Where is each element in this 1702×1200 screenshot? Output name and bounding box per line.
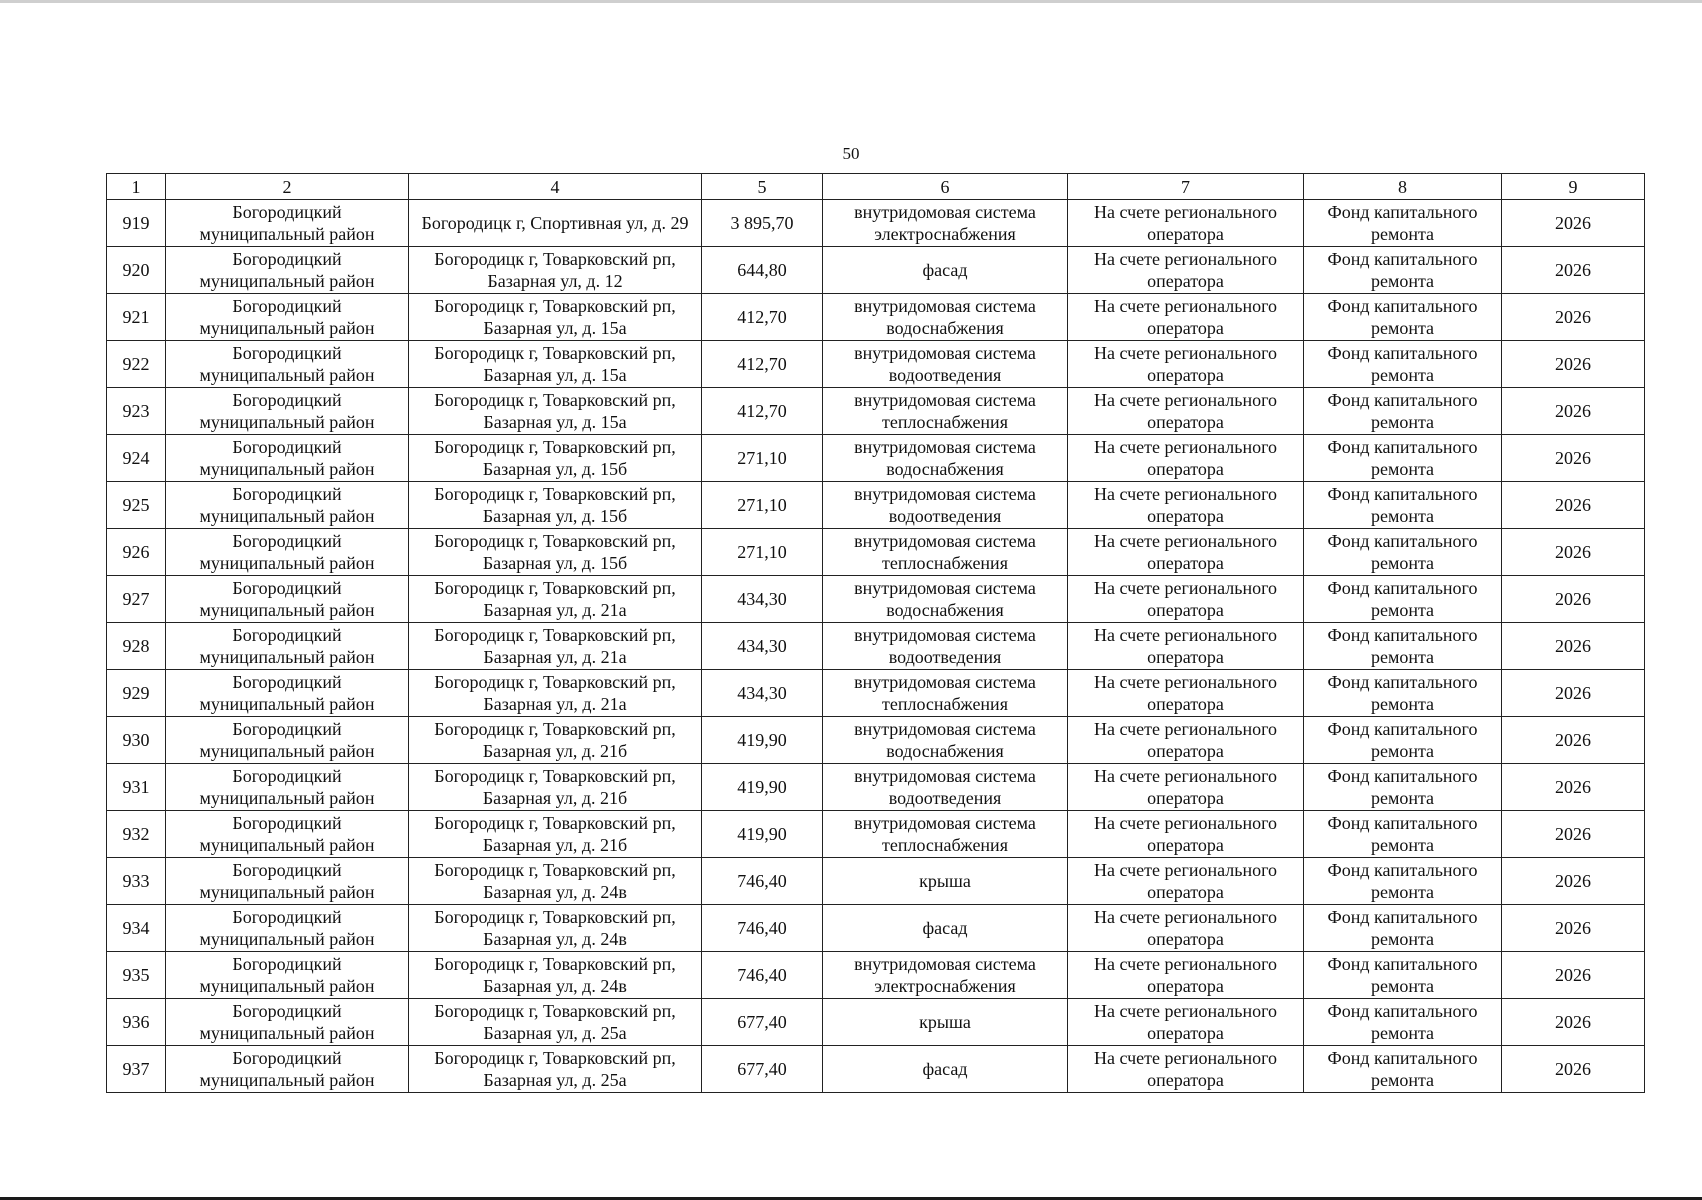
address-cell: Богородицк г, Товарковский рп, Базарная ул, д. 15б xyxy=(409,482,702,529)
address-cell: Богородицк г, Товарковский рп, Базарная ул, д. 21б xyxy=(409,764,702,811)
account-cell: На счете регионального оператора xyxy=(1068,529,1304,576)
address-cell: Богородицк г, Товарковский рп, Базарная ул, д. 12 xyxy=(409,247,702,294)
address-cell: Богородицк г, Товарковский рп, Базарная ул, д. 21а xyxy=(409,576,702,623)
district-cell: Богородицкий муниципальный район xyxy=(166,341,409,388)
column-number-row xyxy=(107,174,1645,200)
row-number-cell: 922 xyxy=(107,341,166,388)
table-row xyxy=(107,670,1645,717)
row-number-cell: 931 xyxy=(107,764,166,811)
district-cell: Богородицкий муниципальный район xyxy=(166,529,409,576)
account-cell: На счете регионального оператора xyxy=(1068,858,1304,905)
district-cell: Богородицкий муниципальный район xyxy=(166,858,409,905)
year-cell: 2026 xyxy=(1502,200,1645,247)
table-row xyxy=(107,1046,1645,1093)
year-cell: 2026 xyxy=(1502,811,1645,858)
district-cell: Богородицкий муниципальный район xyxy=(166,294,409,341)
work-type-cell: фасад xyxy=(823,1046,1068,1093)
register-body xyxy=(107,200,1645,1093)
address-cell: Богородицк г, Товарковский рп, Базарная ул, д. 24в xyxy=(409,905,702,952)
funding-source-cell: Фонд капитального ремонта xyxy=(1304,905,1502,952)
funding-source-cell: Фонд капитального ремонта xyxy=(1304,576,1502,623)
year-cell: 2026 xyxy=(1502,529,1645,576)
column-header: 6 xyxy=(823,174,1068,200)
column-header: 5 xyxy=(702,174,823,200)
area-cell: 419,90 xyxy=(702,811,823,858)
work-type-cell: внутридомовая система теплоснабжения xyxy=(823,529,1068,576)
work-type-cell: внутридомовая система водоснабжения xyxy=(823,294,1068,341)
row-number-cell: 935 xyxy=(107,952,166,999)
table-row xyxy=(107,435,1645,482)
address-cell: Богородицк г, Товарковский рп, Базарная ул, д. 25а xyxy=(409,1046,702,1093)
table-row xyxy=(107,905,1645,952)
area-cell: 412,70 xyxy=(702,341,823,388)
address-cell: Богородицк г, Товарковский рп, Базарная ул, д. 21а xyxy=(409,670,702,717)
funding-source-cell: Фонд капитального ремонта xyxy=(1304,623,1502,670)
table-row xyxy=(107,952,1645,999)
table-row xyxy=(107,811,1645,858)
area-cell: 677,40 xyxy=(702,999,823,1046)
area-cell: 412,70 xyxy=(702,388,823,435)
work-type-cell: внутридомовая система теплоснабжения xyxy=(823,388,1068,435)
table-row xyxy=(107,388,1645,435)
funding-source-cell: Фонд капитального ремонта xyxy=(1304,1046,1502,1093)
table-row xyxy=(107,858,1645,905)
repair-register-table xyxy=(106,173,1645,1093)
work-type-cell: фасад xyxy=(823,247,1068,294)
row-number-cell: 929 xyxy=(107,670,166,717)
address-cell: Богородицк г, Товарковский рп, Базарная ул, д. 15а xyxy=(409,388,702,435)
year-cell: 2026 xyxy=(1502,905,1645,952)
year-cell: 2026 xyxy=(1502,670,1645,717)
funding-source-cell: Фонд капитального ремонта xyxy=(1304,482,1502,529)
year-cell: 2026 xyxy=(1502,858,1645,905)
address-cell: Богородицк г, Товарковский рп, Базарная ул, д. 15а xyxy=(409,294,702,341)
funding-source-cell: Фонд капитального ремонта xyxy=(1304,294,1502,341)
district-cell: Богородицкий муниципальный район xyxy=(166,952,409,999)
area-cell: 644,80 xyxy=(702,247,823,294)
row-number-cell: 936 xyxy=(107,999,166,1046)
account-cell: На счете регионального оператора xyxy=(1068,388,1304,435)
work-type-cell: крыша xyxy=(823,858,1068,905)
column-header: 8 xyxy=(1304,174,1502,200)
district-cell: Богородицкий муниципальный район xyxy=(166,670,409,717)
column-header: 1 xyxy=(107,174,166,200)
table-row xyxy=(107,200,1645,247)
year-cell: 2026 xyxy=(1502,388,1645,435)
work-type-cell: внутридомовая система водоотведения xyxy=(823,623,1068,670)
funding-source-cell: Фонд капитального ремонта xyxy=(1304,388,1502,435)
year-cell: 2026 xyxy=(1502,764,1645,811)
work-type-cell: внутридомовая система теплоснабжения xyxy=(823,670,1068,717)
work-type-cell: внутридомовая система водоснабжения xyxy=(823,576,1068,623)
row-number-cell: 926 xyxy=(107,529,166,576)
district-cell: Богородицкий муниципальный район xyxy=(166,482,409,529)
district-cell: Богородицкий муниципальный район xyxy=(166,435,409,482)
column-header: 2 xyxy=(166,174,409,200)
area-cell: 419,90 xyxy=(702,764,823,811)
funding-source-cell: Фонд капитального ремонта xyxy=(1304,435,1502,482)
year-cell: 2026 xyxy=(1502,341,1645,388)
year-cell: 2026 xyxy=(1502,1046,1645,1093)
district-cell: Богородицкий муниципальный район xyxy=(166,247,409,294)
area-cell: 271,10 xyxy=(702,482,823,529)
account-cell: На счете регионального оператора xyxy=(1068,482,1304,529)
year-cell: 2026 xyxy=(1502,435,1645,482)
year-cell: 2026 xyxy=(1502,999,1645,1046)
work-type-cell: внутридомовая система водоотведения xyxy=(823,764,1068,811)
work-type-cell: внутридомовая система электроснабжения xyxy=(823,200,1068,247)
table-row xyxy=(107,294,1645,341)
funding-source-cell: Фонд капитального ремонта xyxy=(1304,999,1502,1046)
funding-source-cell: Фонд капитального ремонта xyxy=(1304,247,1502,294)
account-cell: На счете регионального оператора xyxy=(1068,952,1304,999)
funding-source-cell: Фонд капитального ремонта xyxy=(1304,670,1502,717)
row-number-cell: 937 xyxy=(107,1046,166,1093)
address-cell: Богородицк г, Товарковский рп, Базарная ул, д. 24в xyxy=(409,858,702,905)
address-cell: Богородицк г, Товарковский рп, Базарная ул, д. 15б xyxy=(409,529,702,576)
column-header: 7 xyxy=(1068,174,1304,200)
table-row xyxy=(107,341,1645,388)
table-row xyxy=(107,529,1645,576)
address-cell: Богородицк г, Товарковский рп, Базарная ул, д. 15б xyxy=(409,435,702,482)
address-cell: Богородицк г, Товарковский рп, Базарная ул, д. 24в xyxy=(409,952,702,999)
row-number-cell: 921 xyxy=(107,294,166,341)
row-number-cell: 930 xyxy=(107,717,166,764)
account-cell: На счете регионального оператора xyxy=(1068,905,1304,952)
account-cell: На счете регионального оператора xyxy=(1068,435,1304,482)
account-cell: На счете регионального оператора xyxy=(1068,200,1304,247)
account-cell: На счете регионального оператора xyxy=(1068,670,1304,717)
funding-source-cell: Фонд капитального ремонта xyxy=(1304,341,1502,388)
area-cell: 677,40 xyxy=(702,1046,823,1093)
account-cell: На счете регионального оператора xyxy=(1068,247,1304,294)
funding-source-cell: Фонд капитального ремонта xyxy=(1304,764,1502,811)
row-number-cell: 927 xyxy=(107,576,166,623)
row-number-cell: 925 xyxy=(107,482,166,529)
address-cell: Богородицк г, Спортивная ул, д. 29 xyxy=(409,200,702,247)
account-cell: На счете регионального оператора xyxy=(1068,999,1304,1046)
funding-source-cell: Фонд капитального ремонта xyxy=(1304,811,1502,858)
table-row xyxy=(107,576,1645,623)
row-number-cell: 934 xyxy=(107,905,166,952)
account-cell: На счете регионального оператора xyxy=(1068,294,1304,341)
account-cell: На счете регионального оператора xyxy=(1068,764,1304,811)
account-cell: На счете регионального оператора xyxy=(1068,717,1304,764)
row-number-cell: 919 xyxy=(107,200,166,247)
account-cell: На счете регионального оператора xyxy=(1068,341,1304,388)
scan-edge-top xyxy=(0,0,1702,3)
address-cell: Богородицк г, Товарковский рп, Базарная ул, д. 21б xyxy=(409,717,702,764)
year-cell: 2026 xyxy=(1502,576,1645,623)
row-number-cell: 932 xyxy=(107,811,166,858)
work-type-cell: крыша xyxy=(823,999,1068,1046)
district-cell: Богородицкий муниципальный район xyxy=(166,623,409,670)
district-cell: Богородицкий муниципальный район xyxy=(166,764,409,811)
district-cell: Богородицкий муниципальный район xyxy=(166,905,409,952)
funding-source-cell: Фонд капитального ремонта xyxy=(1304,858,1502,905)
area-cell: 746,40 xyxy=(702,858,823,905)
table-row xyxy=(107,623,1645,670)
area-cell: 419,90 xyxy=(702,717,823,764)
area-cell: 434,30 xyxy=(702,623,823,670)
column-header: 9 xyxy=(1502,174,1645,200)
district-cell: Богородицкий муниципальный район xyxy=(166,388,409,435)
area-cell: 746,40 xyxy=(702,905,823,952)
table-row xyxy=(107,999,1645,1046)
work-type-cell: внутридомовая система электроснабжения xyxy=(823,952,1068,999)
year-cell: 2026 xyxy=(1502,623,1645,670)
year-cell: 2026 xyxy=(1502,294,1645,341)
address-cell: Богородицк г, Товарковский рп, Базарная ул, д. 25а xyxy=(409,999,702,1046)
area-cell: 412,70 xyxy=(702,294,823,341)
district-cell: Богородицкий муниципальный район xyxy=(166,717,409,764)
area-cell: 746,40 xyxy=(702,952,823,999)
page-number: 50 xyxy=(842,144,860,163)
account-cell: На счете регионального оператора xyxy=(1068,576,1304,623)
district-cell: Богородицкий муниципальный район xyxy=(166,1046,409,1093)
table-row xyxy=(107,482,1645,529)
district-cell: Богородицкий муниципальный район xyxy=(166,999,409,1046)
work-type-cell: внутридомовая система водоснабжения xyxy=(823,717,1068,764)
year-cell: 2026 xyxy=(1502,952,1645,999)
row-number-cell: 924 xyxy=(107,435,166,482)
funding-source-cell: Фонд капитального ремонта xyxy=(1304,200,1502,247)
address-cell: Богородицк г, Товарковский рп, Базарная ул, д. 21б xyxy=(409,811,702,858)
row-number-cell: 928 xyxy=(107,623,166,670)
row-number-cell: 920 xyxy=(107,247,166,294)
row-number-cell: 933 xyxy=(107,858,166,905)
work-type-cell: внутридомовая система теплоснабжения xyxy=(823,811,1068,858)
district-cell: Богородицкий муниципальный район xyxy=(166,576,409,623)
work-type-cell: внутридомовая система водоотведения xyxy=(823,482,1068,529)
address-cell: Богородицк г, Товарковский рп, Базарная ул, д. 15а xyxy=(409,341,702,388)
funding-source-cell: Фонд капитального ремонта xyxy=(1304,717,1502,764)
area-cell: 434,30 xyxy=(702,576,823,623)
address-cell: Богородицк г, Товарковский рп, Базарная ул, д. 21а xyxy=(409,623,702,670)
area-cell: 271,10 xyxy=(702,529,823,576)
area-cell: 434,30 xyxy=(702,670,823,717)
area-cell: 271,10 xyxy=(702,435,823,482)
year-cell: 2026 xyxy=(1502,247,1645,294)
year-cell: 2026 xyxy=(1502,482,1645,529)
row-number-cell: 923 xyxy=(107,388,166,435)
work-type-cell: внутридомовая система водоотведения xyxy=(823,341,1068,388)
district-cell: Богородицкий муниципальный район xyxy=(166,200,409,247)
funding-source-cell: Фонд капитального ремонта xyxy=(1304,529,1502,576)
table-row xyxy=(107,247,1645,294)
work-type-cell: внутридомовая система водоснабжения xyxy=(823,435,1068,482)
area-cell: 3 895,70 xyxy=(702,200,823,247)
district-cell: Богородицкий муниципальный район xyxy=(166,811,409,858)
table-row xyxy=(107,717,1645,764)
year-cell: 2026 xyxy=(1502,717,1645,764)
funding-source-cell: Фонд капитального ремонта xyxy=(1304,952,1502,999)
table-row xyxy=(107,764,1645,811)
column-header: 4 xyxy=(409,174,702,200)
work-type-cell: фасад xyxy=(823,905,1068,952)
account-cell: На счете регионального оператора xyxy=(1068,623,1304,670)
account-cell: На счете регионального оператора xyxy=(1068,1046,1304,1093)
account-cell: На счете регионального оператора xyxy=(1068,811,1304,858)
